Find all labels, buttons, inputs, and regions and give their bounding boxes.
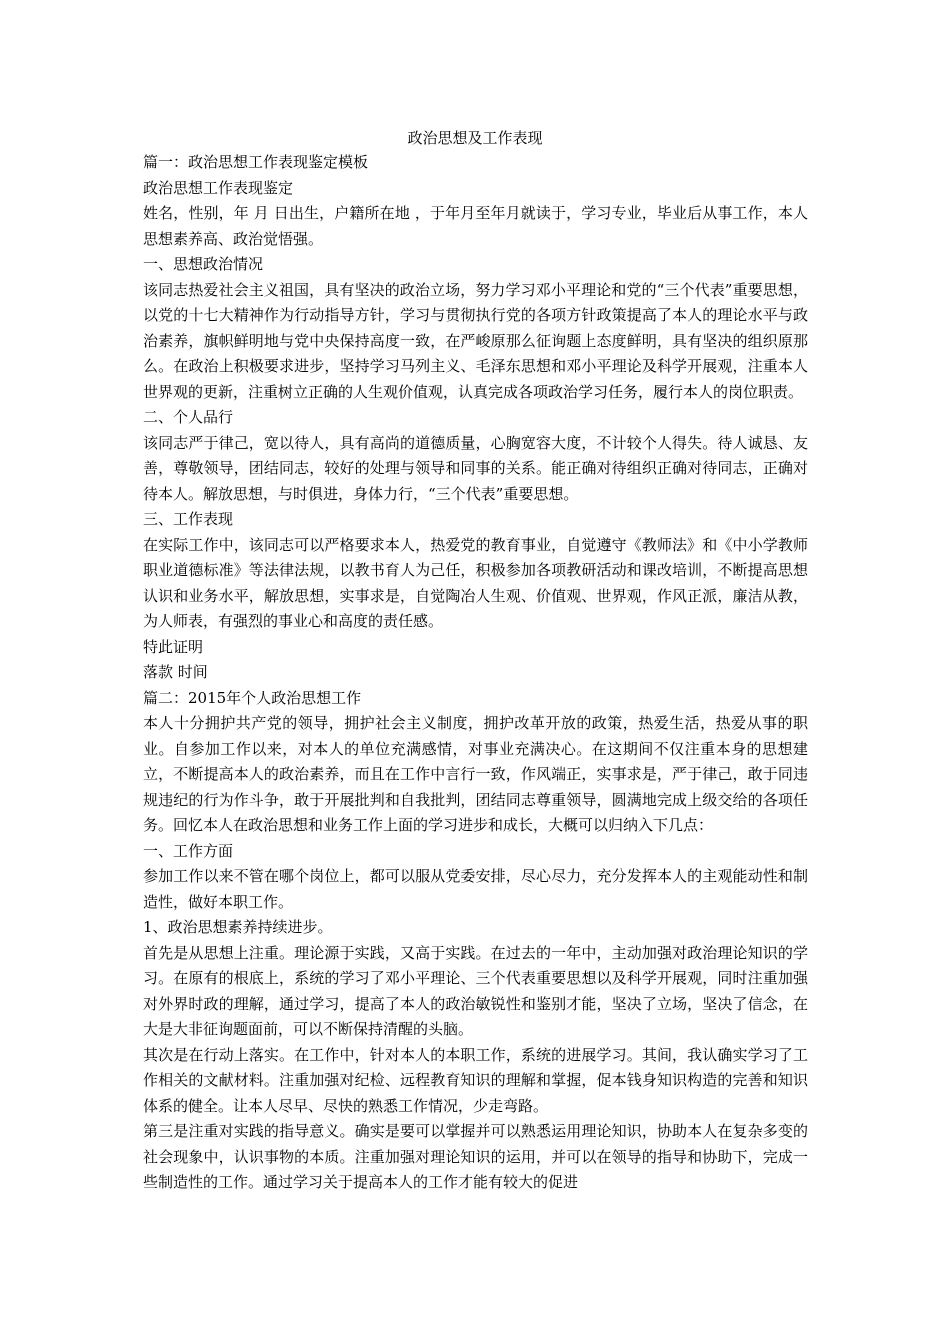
document-body	[143, 150, 808, 1196]
section-heading-part-one: 篇一：政治思想工作表现鉴定模板	[143, 153, 369, 171]
body-paragraph: 第三是注重对实践的指导意义。确实是要可以掌握并可以熟悉运用理论知识，协助本人在复杂多变的社会现象中，认识事物的本质。注重加强对理论知识的运用，并可以在领导的指导和协助下，完成一些制造性的工作。通过学习关于提高本人的工作才能有较大的促进	[143, 1122, 808, 1191]
section-heading-part-two: 篇二：2015年个人政治思想工作	[143, 688, 362, 707]
body-paragraph: 在实际工作中，该同志可以严格要求本人，热爱党的教育事业，自觉遵守《教师法》和《中小学教师职业道德标准》等法律法规，以教书育人为己任，积极参加各项教研活动和课改培训，不断提高思想认识和业务水平，解放思想，实事求是，自觉陶冶人生观、价值观、世界观，作风正派，廉洁从教，为人师表，有强烈的事业心和高度的责任感。	[143, 535, 808, 630]
body-paragraph: 参加工作以来不管在哪个岗位上，都可以服从党委安排，尽心尽力，充分发挥本人的主观能动性和制造性，做好本职工作。	[143, 867, 808, 911]
subheading-political-situation: 一、思想政治情况	[143, 255, 264, 273]
certification-line: 特此证明	[143, 637, 204, 656]
subheading-personal-conduct: 二、个人品行	[143, 408, 234, 426]
body-paragraph: 其次是在行动上落实。在工作中，针对本人的本职工作，系统的进展学习。其间，我认确实学习了工作相关的文献材料。注重加强对纪检、远程教育知识的理解和掌握，促本钱身知识构造的完善和知识体系的健全。让本人尽早、尽快的熟悉工作情况，少走弯路。	[143, 1045, 808, 1115]
signature-date-line: 落款 时间	[143, 663, 208, 681]
body-paragraph: 本人十分拥护共产党的领导，拥护社会主义制度，拥护改革开放的政策，热爱生活，热爱从事的职业。自参加工作以来，对本人的单位充满感情，对事业充满决心。在这期间不仅注重本身的思想建立，不断提高本人的政治素养，而且在工作中言行一致，作风端正，实事求是，严于律己，敢于同违规违纪的行为作斗争，敢于开展批判和自我批判，团结同志尊重领导，圆满地完成上级交给的各项任务。回忆本人在政治思想和业务工作上面的学习进步和成长，大概可以归纳入下几点：	[143, 714, 808, 834]
subheading-work-performance: 三、工作表现	[143, 510, 234, 528]
subheading-work-aspect: 一、工作方面	[143, 841, 234, 860]
body-paragraph: 该同志严于律己，宽以待人，具有高尚的道德质量，心胸宽容大度，不计较个人得失。待人诚恳、友善，尊敬领导，团结同志，较好的处理与领导和同事的关系。能正确对待组织正确对待同志，正确对待本人。解放思想，与时俱进，身体力行，“三个代表”重要思想。	[143, 433, 808, 503]
document-title: 政治思想及工作表现	[407, 129, 543, 147]
body-paragraph: 该同志热爱社会主义祖国，具有坚决的政治立场，努力学习邓小平理论和党的“三个代表”重要思想，以党的十七大精神作为行动指导方针，学习与贯彻执行党的各项方针政策提高了本人的理论水平与政治素养，旗帜鲜明地与党中央保持高度一致，在严峻原那么征询题上态度鲜明，具有坚决的组织原那么。在政治上积极要求进步，坚持学习马列主义、毛泽东思想和邓小平理论及科学开展观，注重本人世界观的更新，注重树立正确的人生观价值观，认真完成各项政治学习任务，履行本人的岗位职责。	[143, 280, 808, 401]
body-paragraph: 首先是从思想上注重。理论源于实践，又高于实践。在过去的一年中，主动加强对政治理论知识的学习。在原有的根底上，系统的学习了邓小平理论、三个代表重要思想以及科学开展观，同时注重加强对外界时政的理解，通过学习，提高了本人的政治敏锐性和鉴别才能，坚决了立场，坚决了信念，在大是大非征询题面前，可以不断保持清醒的头脑。	[143, 943, 808, 1038]
numbered-subheading: 1、政治思想素养持续进步。	[143, 918, 333, 936]
appraisal-heading: 政治思想工作表现鉴定	[143, 178, 294, 197]
intro-paragraph: 姓名，性别，年 月 日出生，户籍所在地 ，于年月至年月就读于，学习专业，毕业后从事工作，本人思想素养高、政治觉悟强。	[143, 204, 808, 248]
